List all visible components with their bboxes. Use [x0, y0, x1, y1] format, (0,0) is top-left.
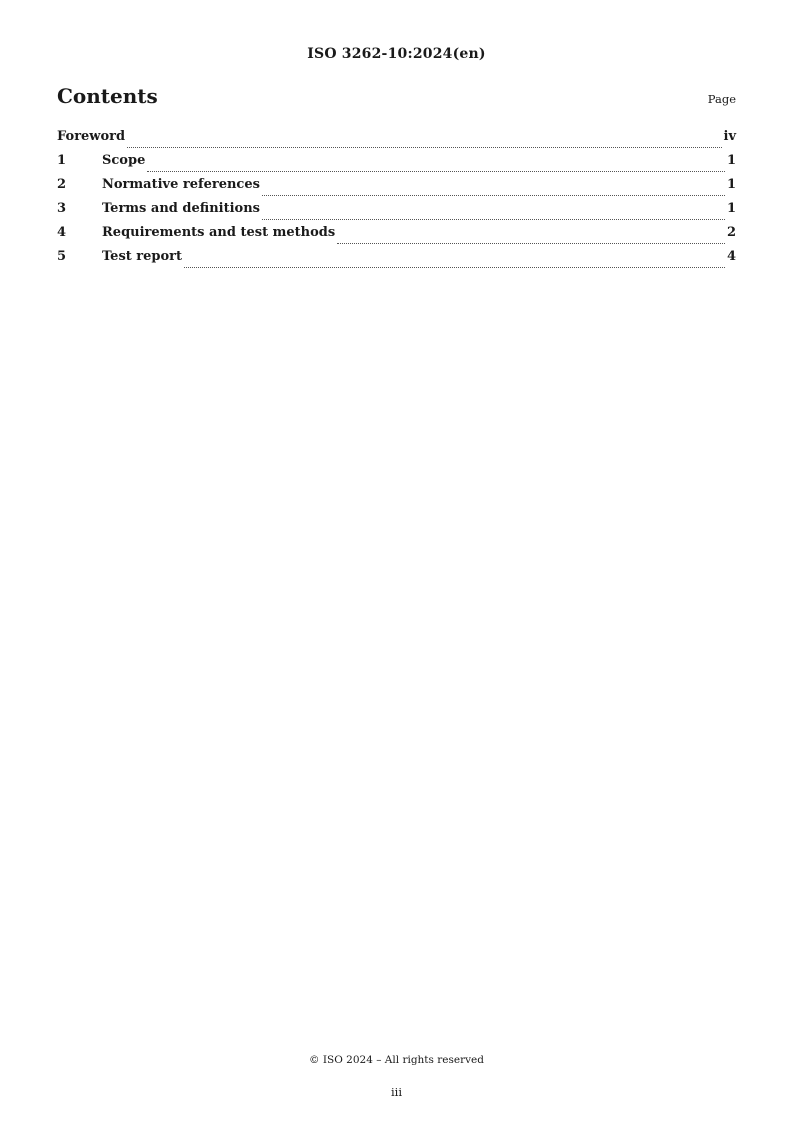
footer-copyright: © ISO 2024 – All rights reserved: [309, 1054, 484, 1066]
toc-entry-foreword[interactable]: [57, 128, 736, 152]
page-column-label: Page: [707, 92, 736, 106]
toc-entry-page: 1: [726, 153, 736, 168]
toc-entry-number: 5: [57, 249, 67, 264]
toc-entry-page: 1: [726, 177, 736, 192]
toc-entry-number: 4: [57, 225, 67, 240]
toc-entry-page: 4: [726, 249, 736, 264]
toc-entry-number: 2: [57, 177, 67, 192]
document-header: ISO 3262-10:2024(en): [307, 46, 486, 62]
table-of-contents: [57, 128, 736, 272]
toc-dot-leader: [147, 170, 725, 172]
toc-dot-leader: [337, 242, 725, 244]
toc-dot-leader: [184, 266, 725, 268]
toc-entry-scope[interactable]: [57, 152, 736, 176]
footer-page-number: iii: [390, 1085, 403, 1099]
toc-entry-page: 2: [726, 225, 736, 240]
toc-entry-number: 3: [57, 201, 67, 216]
toc-entry-number: 1: [57, 153, 67, 168]
toc-entry-normative-references[interactable]: [57, 176, 736, 200]
toc-entry-title: Scope: [102, 153, 146, 168]
toc-entry-title: Terms and definitions: [102, 201, 260, 216]
toc-entry-title: Normative references: [102, 177, 260, 192]
toc-entry-title: Test report: [102, 249, 183, 264]
toc-entry-page: iv: [723, 129, 736, 144]
toc-dot-leader: [262, 194, 725, 196]
toc-dot-leader: [262, 218, 725, 220]
toc-dot-leader: [127, 146, 721, 148]
toc-entry-test-report[interactable]: [57, 248, 736, 272]
toc-entry-title: Requirements and test methods: [102, 225, 336, 240]
toc-entry-terms-and-definitions[interactable]: [57, 200, 736, 224]
toc-entry-title: Foreword: [57, 129, 126, 144]
toc-entry-requirements-and-test-methods[interactable]: [57, 224, 736, 248]
toc-entry-page: 1: [726, 201, 736, 216]
contents-title: Contents: [57, 84, 158, 108]
